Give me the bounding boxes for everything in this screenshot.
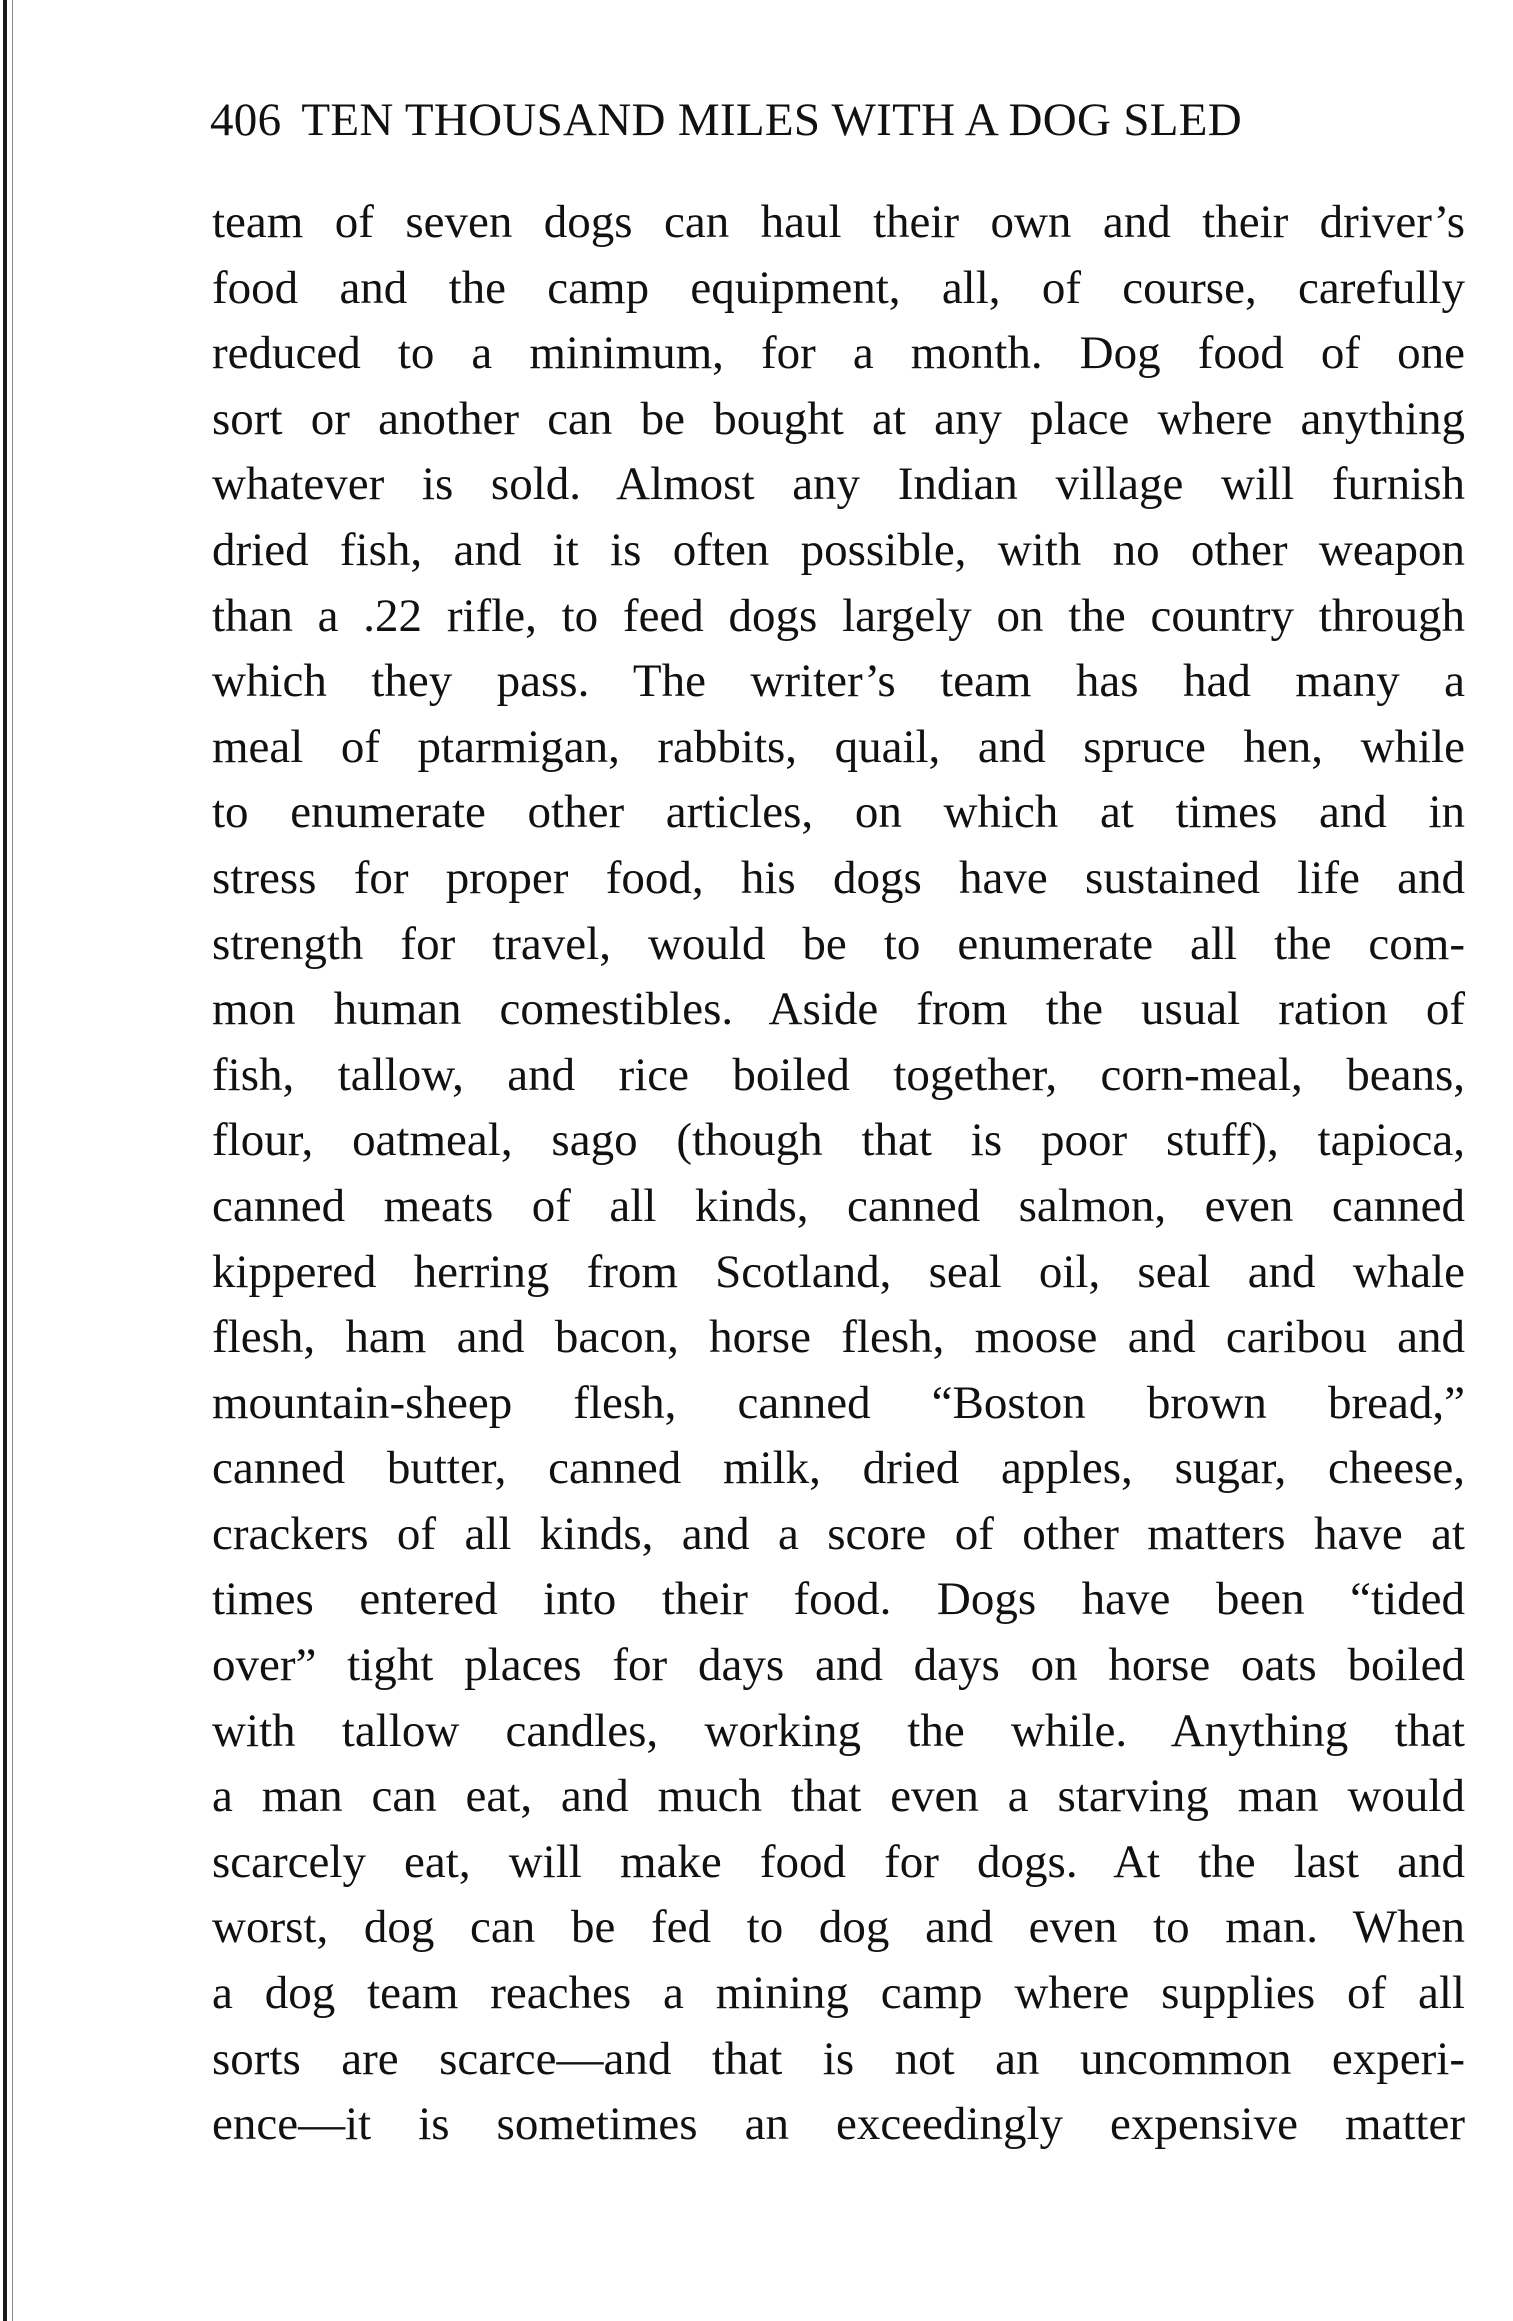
text-line: strength for travel, would be to enumerate all the com- <box>212 917 1465 970</box>
body-text <box>212 190 1465 2158</box>
text-line: with tallow candles, working the while. Anything that <box>212 1704 1465 1757</box>
page-edge-line <box>12 0 13 2321</box>
text-line: sort or another can be bought at any place where anything <box>212 392 1465 445</box>
text-line: food and the camp equipment, all, of course, carefully <box>212 261 1465 314</box>
text-line: mountain-sheep flesh, canned “Boston brown bread,” <box>212 1376 1465 1429</box>
text-line: to enumerate other articles, on which at times and in <box>212 786 1465 839</box>
text-line: than a .22 rifle, to feed dogs largely on the country through <box>212 589 1465 642</box>
text-line: dried fish, and it is often possible, with no other weapon <box>212 523 1465 576</box>
text-line: sorts are scarce—and that is not an uncommon experi- <box>212 2032 1465 2085</box>
text-line: scarcely eat, will make food for dogs. At the last and <box>212 1835 1465 1888</box>
text-line: mon human comestibles. Aside from the usual ration of <box>212 983 1465 1036</box>
text-line: canned meats of all kinds, canned salmon, even canned <box>212 1179 1465 1232</box>
text-line: a dog team reaches a mining camp where supplies of all <box>212 1967 1465 2020</box>
page-number: 406 <box>210 94 282 146</box>
text-line: ence—it is sometimes an exceedingly expensive matter <box>212 2098 1465 2151</box>
text-line: fish, tallow, and rice boiled together, corn-meal, beans, <box>212 1048 1465 1101</box>
text-line: worst, dog can be fed to dog and even to man. When <box>212 1901 1465 1954</box>
running-head <box>210 90 1470 150</box>
text-line: times entered into their food. Dogs have been “tided <box>212 1573 1465 1626</box>
text-line: flesh, ham and bacon, horse flesh, moose and caribou and <box>212 1311 1465 1364</box>
text-line: a man can eat, and much that even a starving man would <box>212 1770 1465 1823</box>
text-line: crackers of all kinds, and a score of other matters have at <box>212 1507 1465 1560</box>
text-line: meal of ptarmigan, rabbits, quail, and spruce hen, while <box>212 720 1465 773</box>
book-title: TEN THOUSAND MILES WITH A DOG SLED <box>301 94 1243 146</box>
text-line: over” tight places for days and days on horse oats boiled <box>212 1639 1465 1692</box>
text-line: team of seven dogs can haul their own and their driver’s <box>212 196 1465 248</box>
text-line: which they pass. The writer’s team has had many a <box>212 655 1465 708</box>
text-line: stress for proper food, his dogs have sustained life and <box>212 851 1465 904</box>
text-line: reduced to a minimum, for a month. Dog food of one <box>212 327 1465 380</box>
text-line: kippered herring from Scotland, seal oil, seal and whale <box>212 1245 1465 1298</box>
page-edge-shadow <box>3 0 7 2321</box>
text-line: whatever is sold. Almost any Indian village will furnish <box>212 458 1465 511</box>
text-line: canned butter, canned milk, dried apples, sugar, cheese, <box>212 1442 1465 1495</box>
text-line: flour, oatmeal, sago (though that is poor stuff), tapioca, <box>212 1114 1465 1167</box>
